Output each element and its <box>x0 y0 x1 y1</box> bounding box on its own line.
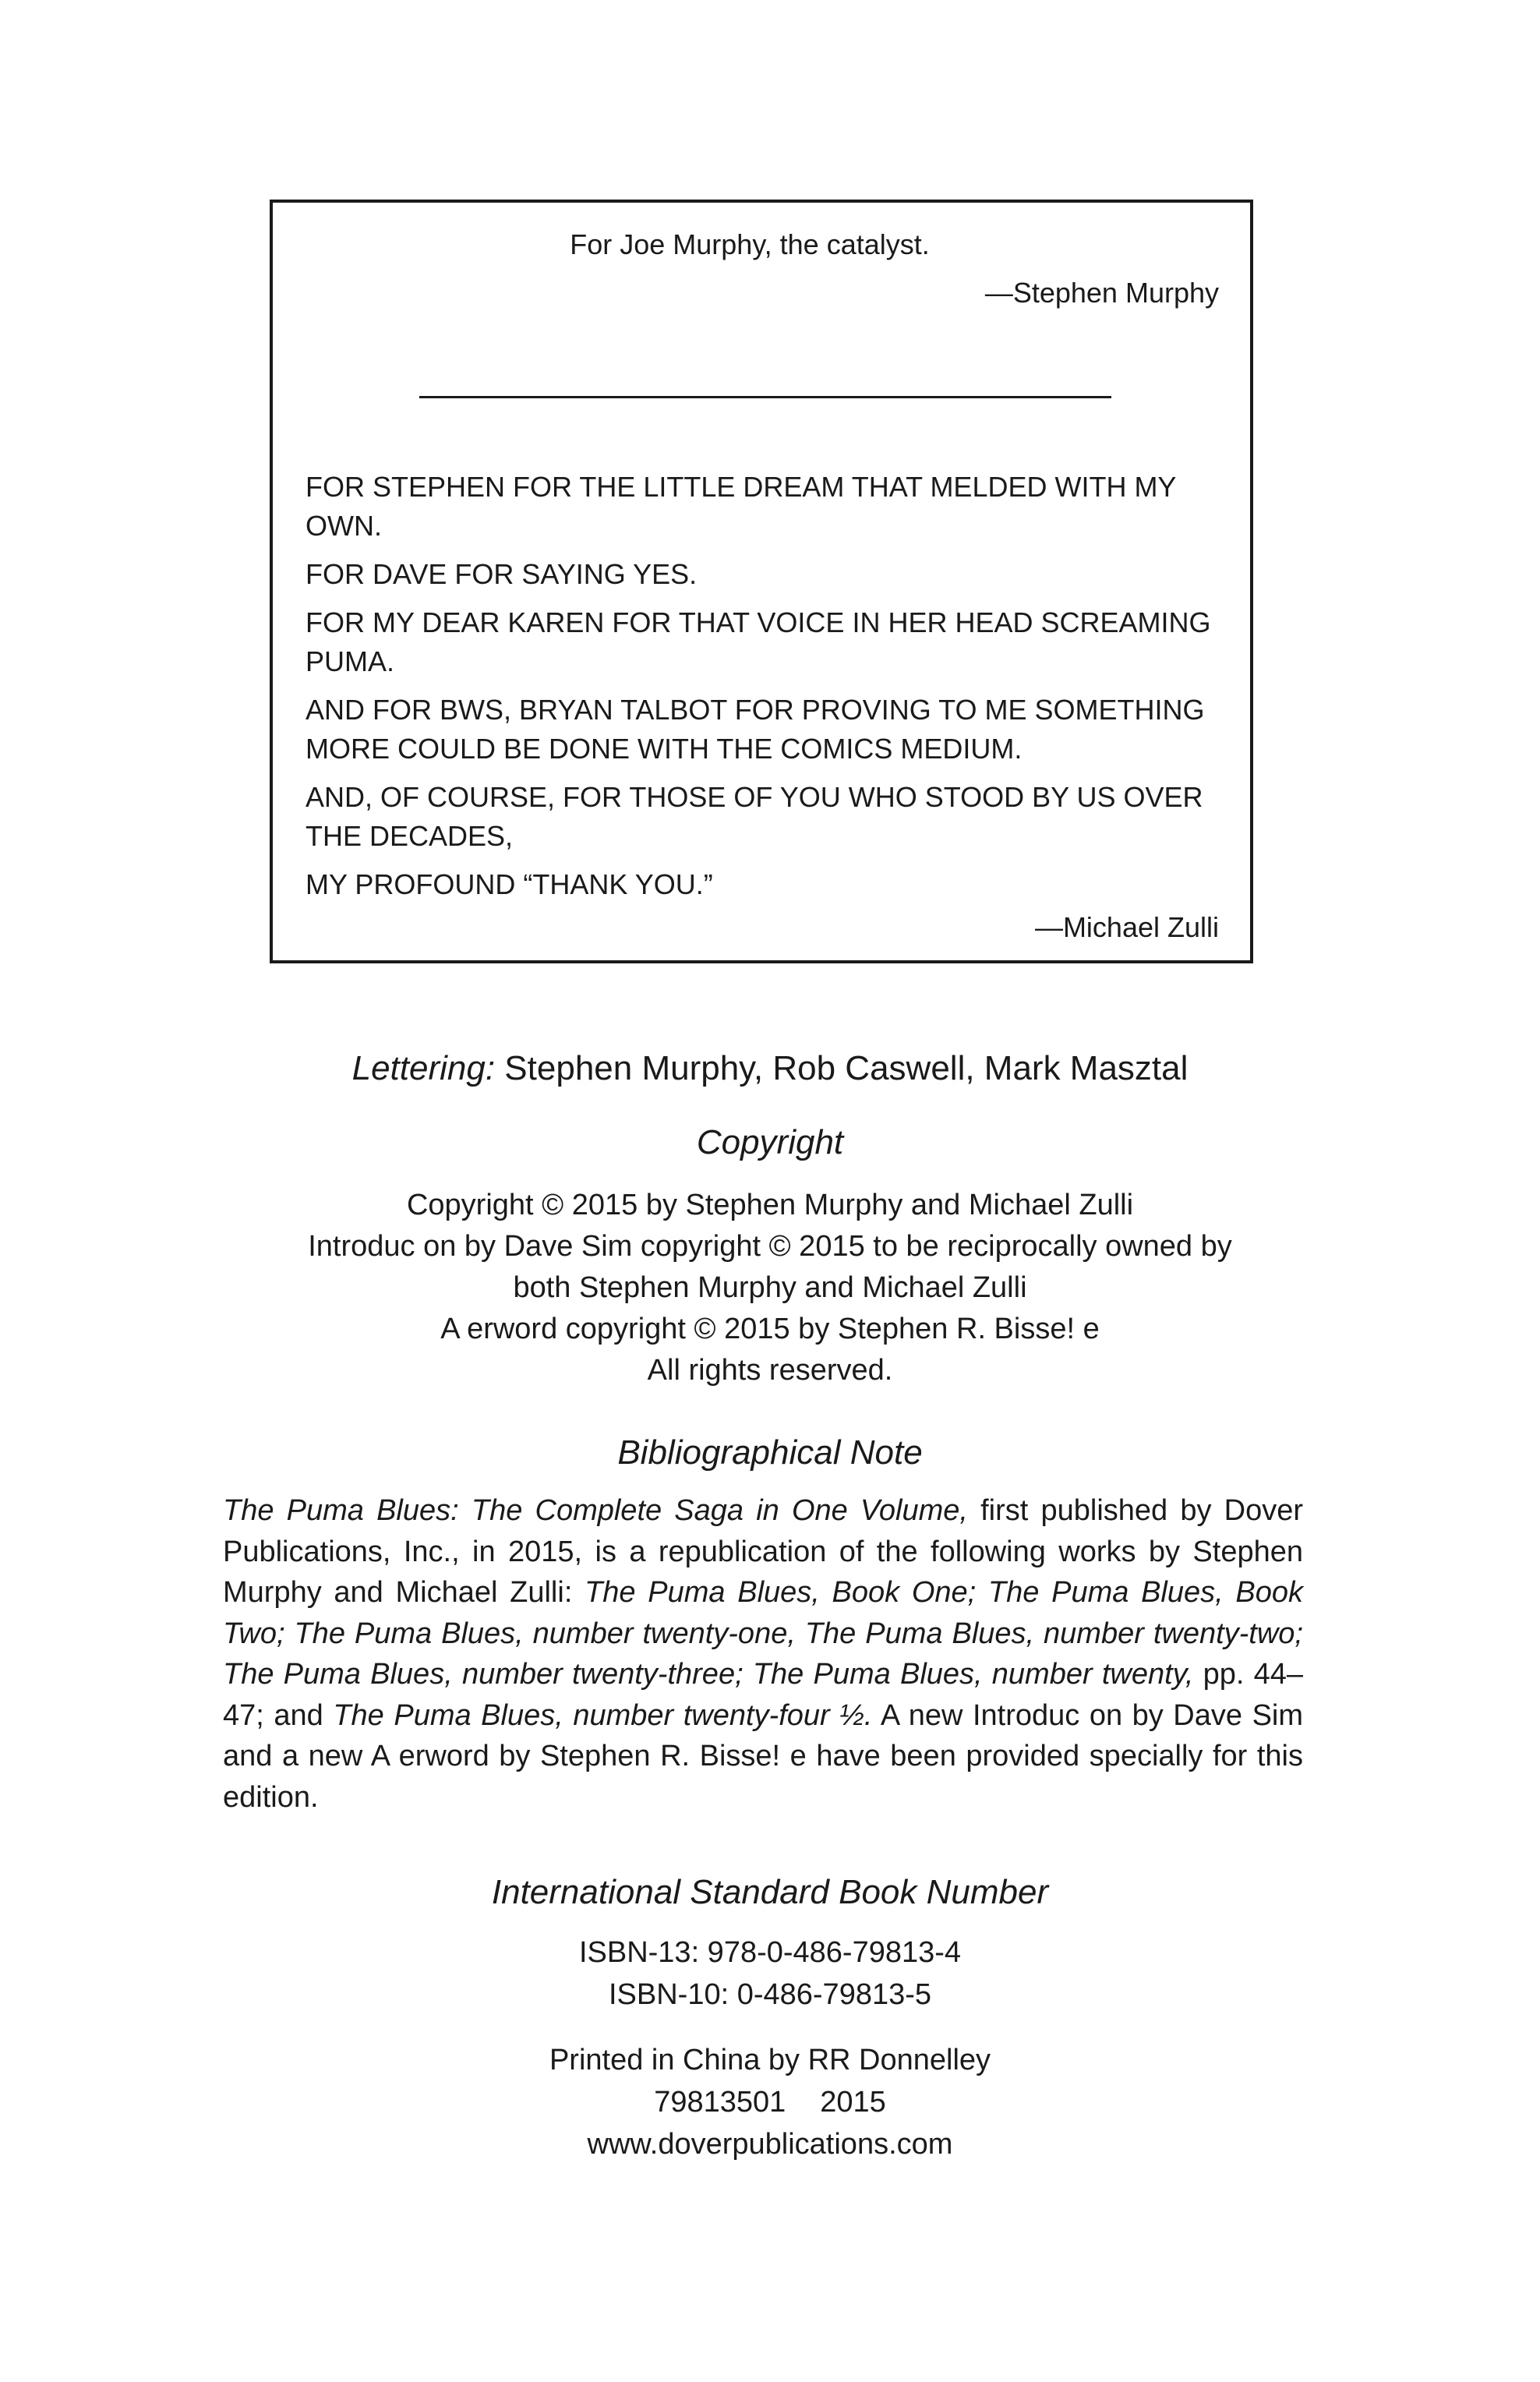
title-italic: The Puma Blues, number twenty-four ½. <box>333 1698 873 1732</box>
dedication-divider <box>419 396 1111 398</box>
print-code: 79813501 <box>654 2086 786 2119</box>
isbn-numbers <box>0 1931 1540 2016</box>
dedication-zulli-text <box>306 468 1219 914</box>
print-code-line <box>0 2081 1540 2123</box>
dedication-murphy-signature: —Stephen Murphy <box>984 277 1219 309</box>
bibliographical-note-heading: Bibliographical Note <box>617 1433 923 1472</box>
note-text: pp. 44–47; and <box>223 1658 1304 1732</box>
copyright-line: A erword copyright © 2015 by Stephen R. Bisse! e <box>440 1313 1100 1345</box>
note-text: A new Introduc on by Dave Sim and a new A erword by Stephen R. Bisse! e have been provided specially for this edition. <box>223 1698 1304 1814</box>
isbn-13: ISBN-13: 978-0-486-79813-4 <box>578 1936 962 1969</box>
lettering-label: Lettering: <box>351 1049 496 1087</box>
copyright-line: Introduc on by Dave Sim copyright © 2015 to be reciprocally owned by <box>308 1230 1232 1263</box>
copyright-line: both Stephen Murphy and Michael Zulli <box>513 1271 1027 1304</box>
note-text: first published by Dover Publications, Inc., in 2015, is a republication of the following works by Stephen Murphy and Michael Zulli: <box>223 1494 1303 1609</box>
copyright-line: Copyright © 2015 by Stephen Murphy and Michael Zulli <box>406 1189 1134 1221</box>
dedication-line: FOR STEPHEN FOR THE LITTLE DREAM THAT MELDED WITH MY OWN. <box>306 471 1176 542</box>
copyright-notice <box>0 1185 1540 1391</box>
dedication-box <box>270 200 1253 963</box>
dedication-line: AND, OF COURSE, FOR THOSE OF YOU WHO STOOD BY US OVER THE DECADES, <box>306 781 1203 852</box>
isbn-heading: International Standard Book Number <box>491 1873 1049 1911</box>
print-year: 2015 <box>820 2086 886 2119</box>
title-italic: The Puma Blues: The Complete Saga in One Volume, <box>223 1494 968 1527</box>
copyright-line: All rights reserved. <box>647 1354 893 1387</box>
dedication-line: MY PROFOUND “THANK YOU.” <box>306 868 713 900</box>
dedication-line: FOR MY DEAR KAREN FOR THAT VOICE IN HER HEAD SCREAMING PUMA. <box>306 606 1211 677</box>
copyright-heading: Copyright <box>696 1123 844 1161</box>
printer-line: Printed in China by RR Donnelley <box>549 2044 991 2076</box>
lettering-names: Stephen Murphy, Rob Caswell, Mark Masztal <box>495 1049 1189 1087</box>
dedication-murphy-text: For Joe Murphy, the catalyst. <box>570 228 930 260</box>
bibliographical-note-text <box>223 1490 1303 1818</box>
dedication-line: AND FOR BWS, BRYAN TALBOT FOR PROVING TO ME SOMETHING MORE COULD BE DONE WITH THE COMICS MEDIUM. <box>306 694 1205 765</box>
dedication-line: FOR DAVE FOR SAYING YES. <box>306 558 698 590</box>
printer-info <box>0 2039 1540 2165</box>
dedication-zulli-signature: —Michael Zulli <box>1034 911 1219 943</box>
lettering-credit <box>0 1048 1540 1090</box>
publisher-website: www.doverpublications.com <box>587 2128 953 2161</box>
title-italic: The Puma Blues, Book One; The Puma Blues, Book Two; The Puma Blues, number twenty-one, The Puma Blues, number twenty-two; The Puma Blues, number twenty-three; The Puma Blues, number twenty, <box>223 1576 1303 1691</box>
isbn-10: ISBN-10: 0-486-79813-5 <box>608 1978 932 2011</box>
